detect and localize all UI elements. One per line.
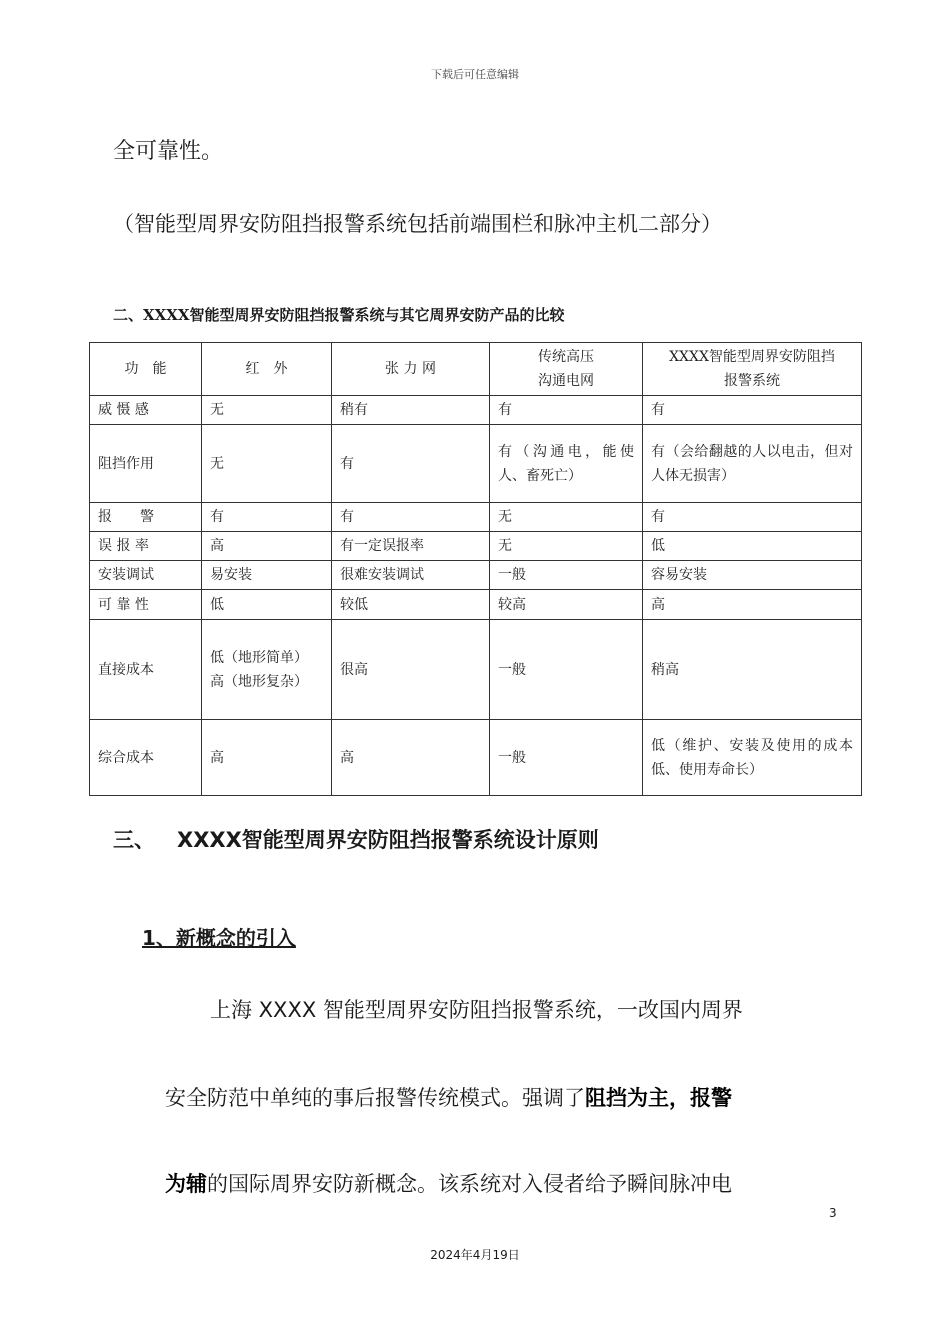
paragraph-text: 的国际周界安防新概念。该系统对入侵者给予瞬间脉冲电 bbox=[207, 1172, 732, 1196]
section-3-title bbox=[113, 824, 599, 854]
table-row bbox=[90, 720, 862, 796]
table-cell: 有 bbox=[490, 396, 643, 425]
table-cell: 无 bbox=[202, 425, 332, 503]
paragraph-line-3 bbox=[165, 1168, 732, 1198]
table-cell: 高 bbox=[332, 720, 490, 796]
row-label: 安装调试 bbox=[90, 561, 202, 590]
section-2-title: 二、XXXX智能型周界安防阻挡报警系统与其它周界安防产品的比较 bbox=[113, 306, 565, 324]
table-cell: 一般 bbox=[490, 620, 643, 720]
paragraph-text: 安全防范中单纯的事后报警传统模式。强调了 bbox=[165, 1086, 585, 1110]
table-cell: 有一定误报率 bbox=[332, 532, 490, 561]
table-header-row bbox=[90, 343, 862, 396]
table-cell: 有（沟通电，能使人、畜死亡） bbox=[490, 425, 643, 503]
table-cell: 稍高 bbox=[643, 620, 862, 720]
table-cell: 高 bbox=[202, 720, 332, 796]
table-cell: 有 bbox=[643, 396, 862, 425]
table-cell: 低 bbox=[643, 532, 862, 561]
table-cell: 很高 bbox=[332, 620, 490, 720]
table-cell: 较低 bbox=[332, 590, 490, 620]
header-cell-infrared: 红 外 bbox=[202, 343, 332, 396]
table-cell: 高 bbox=[643, 590, 862, 620]
table-cell: 一般 bbox=[490, 720, 643, 796]
table-cell: 低 bbox=[202, 590, 332, 620]
table-cell: 无 bbox=[202, 396, 332, 425]
table-row bbox=[90, 396, 862, 425]
table-cell: 有 bbox=[643, 503, 862, 532]
row-label: 阻挡作用 bbox=[90, 425, 202, 503]
paragraph-line-1: 上海 XXXX 智能型周界安防阻挡报警系统，一改国内周界 bbox=[210, 998, 743, 1022]
comparison-table bbox=[89, 342, 862, 796]
table-cell: 低（维护、安装及使用的成本低、使用寿命长） bbox=[643, 720, 862, 796]
emphasis-text: 为辅 bbox=[165, 1172, 207, 1196]
section-3-text: XXXX智能型周界安防阻挡报警系统设计原则 bbox=[177, 828, 599, 852]
table-cell: 有 bbox=[202, 503, 332, 532]
row-label: 直接成本 bbox=[90, 620, 202, 720]
paragraph-line-2 bbox=[165, 1082, 732, 1112]
table-row bbox=[90, 425, 862, 503]
row-label: 误 报 率 bbox=[90, 532, 202, 561]
table-cell: 无 bbox=[490, 532, 643, 561]
header-cell-xxxx-system: XXXX智能型周界安防阻挡 报警系统 bbox=[643, 343, 862, 396]
table-cell: 高 bbox=[202, 532, 332, 561]
table-cell: 有 bbox=[332, 425, 490, 503]
section-3-number: 三、 bbox=[113, 828, 155, 852]
table-cell: 有（会给翻越的人以电击，但对人体无损害） bbox=[643, 425, 862, 503]
table-cell: 较高 bbox=[490, 590, 643, 620]
header-cell-tension-net: 张 力 网 bbox=[332, 343, 490, 396]
row-label: 报 警 bbox=[90, 503, 202, 532]
subsection-1-title: 1、新概念的引入 bbox=[142, 926, 296, 950]
row-label: 威 慑 感 bbox=[90, 396, 202, 425]
intro-line-1: 全可靠性。 bbox=[113, 139, 224, 164]
intro-line-2: （智能型周界安防阻挡报警系统包括前端围栏和脉冲主机二部分） bbox=[113, 212, 722, 236]
emphasis-text: 阻挡为主，报警 bbox=[585, 1086, 732, 1110]
table-row bbox=[90, 620, 862, 720]
table-cell: 易安装 bbox=[202, 561, 332, 590]
table-cell: 很难安装调试 bbox=[332, 561, 490, 590]
table-cell: 一般 bbox=[490, 561, 643, 590]
table-row bbox=[90, 561, 862, 590]
row-label: 可 靠 性 bbox=[90, 590, 202, 620]
row-label: 综合成本 bbox=[90, 720, 202, 796]
page-number: 3 bbox=[829, 1206, 837, 1220]
table-cell: 容易安装 bbox=[643, 561, 862, 590]
table-cell: 无 bbox=[490, 503, 643, 532]
header-cell-electric-fence: 传统高压 沟通电网 bbox=[490, 343, 643, 396]
table-cell: 稍有 bbox=[332, 396, 490, 425]
table-cell: 有 bbox=[332, 503, 490, 532]
table-cell: 低（地形简单） 高（地形复杂） bbox=[202, 620, 332, 720]
header-note: 下载后可任意编辑 bbox=[431, 68, 519, 81]
table-row bbox=[90, 590, 862, 620]
table-row bbox=[90, 503, 862, 532]
footer-date: 2024年4月19日 bbox=[430, 1248, 520, 1262]
table-row bbox=[90, 532, 862, 561]
header-cell-function: 功 能 bbox=[90, 343, 202, 396]
